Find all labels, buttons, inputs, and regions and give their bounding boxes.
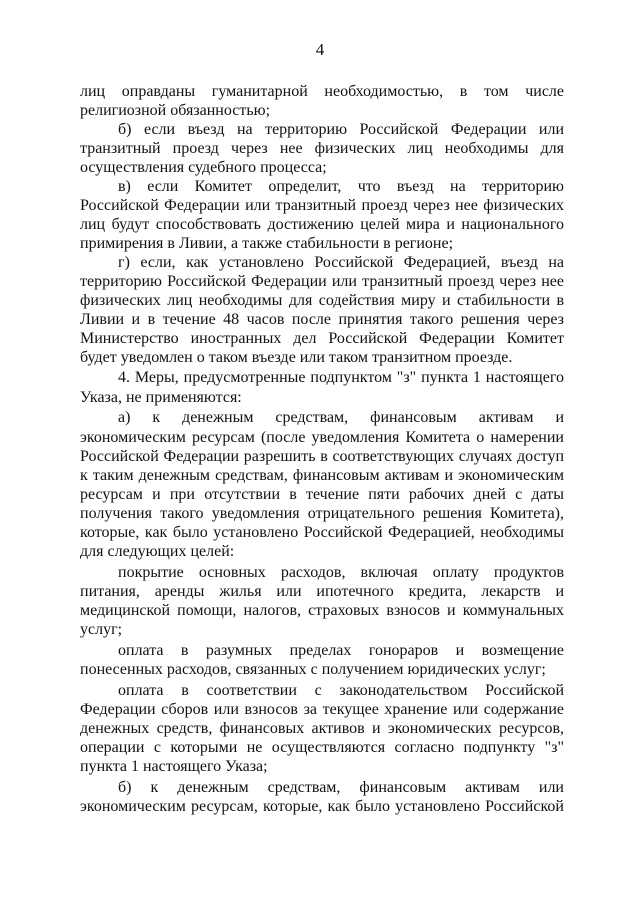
text-line: территорию Российской Федерации или транзитный проезд через нее	[80, 273, 564, 290]
text-line: г) если, как установлено Российской Федерацией, въезд на	[118, 254, 564, 271]
text-line: 4. Меры, предусмотренные подпунктом "з" пункта 1 настоящего	[118, 369, 564, 386]
text-line: лиц будут способствовать достижению целей мира и национального	[80, 216, 564, 233]
text-line: покрытие основных расходов, включая оплату продуктов	[118, 564, 564, 581]
text-line: Ливии и в течение 48 часов после принятия такого решения через	[80, 311, 564, 328]
text-line: Федерации сборов или взносов за текущее хранение или содержание	[80, 701, 564, 718]
text-line: для следующих целей:	[80, 543, 235, 560]
text-line: б) если въезд на территорию Российской Федерации или	[118, 121, 564, 138]
text-line: экономическим ресурсам, которые, как было установлено Российской	[80, 798, 564, 815]
text-line: денежных средств, финансовых активов и экономических ресурсов,	[80, 720, 564, 737]
text-line: транзитный проезд через нее физических лиц необходимы для	[80, 140, 564, 157]
text-line: получения такого уведомления отрицательного решения Комитета),	[80, 505, 564, 522]
text-line: религиозной обязанностью;	[80, 102, 271, 119]
text-line: понесенных расходов, связанных с получением юридических услуг;	[80, 661, 546, 678]
text-line: медицинской помощи, налогов, страховых взносов и коммунальных	[80, 602, 564, 619]
page-number: 4	[315, 40, 325, 59]
text-line: пункта 1 настоящего Указа;	[80, 758, 268, 775]
text-line: б) к денежным средствам, финансовым активам или	[118, 779, 564, 796]
text-line: которые, как было установлено Российской Федерацией, необходимы	[80, 524, 564, 541]
text-line: операции с которыми не осуществляются согласно подпункту "з"	[80, 739, 564, 756]
text-line: Российской Федерации разрешить в соответствующих случаях доступ	[80, 448, 564, 465]
text-line: примирения в Ливии, а также стабильности в регионе;	[80, 235, 454, 252]
text-line: к таким денежным средствам, финансовым активам и экономическим	[80, 467, 564, 484]
text-line: будет уведомлен о таком въезде или таком транзитном проезде.	[80, 349, 513, 366]
text-line: ресурсам и при отсутствии в течение пяти рабочих дней с даты	[80, 486, 564, 503]
text-line: осуществления судебного процесса;	[80, 159, 327, 176]
text-line: а) к денежным средствам, финансовым активам и	[118, 409, 564, 426]
text-line: Указа, не применяются:	[80, 389, 242, 406]
text-line: лиц оправданы гуманитарной необходимостью, в том числе	[80, 83, 564, 100]
text-line: Российской Федерации или транзитный проезд через нее физических	[80, 197, 564, 214]
text-line: оплата в соответствии с законодательством Российской	[118, 682, 564, 699]
text-line: услуг;	[80, 621, 123, 638]
text-line: экономическим ресурсам (после уведомления Комитета о намерении	[80, 429, 564, 446]
text-line: физических лиц необходимы для содействия миру и стабильности в	[80, 292, 564, 309]
text-line: питания, аренды жилья или ипотечного кредита, лекарств и	[80, 583, 564, 600]
text-line: в) если Комитет определит, что въезд на территорию	[118, 178, 564, 195]
text-line: оплата в разумных пределах гонораров и возмещение	[118, 642, 564, 659]
text-line: Министерство иностранных дел Российской Федерации Комитет	[80, 330, 564, 347]
